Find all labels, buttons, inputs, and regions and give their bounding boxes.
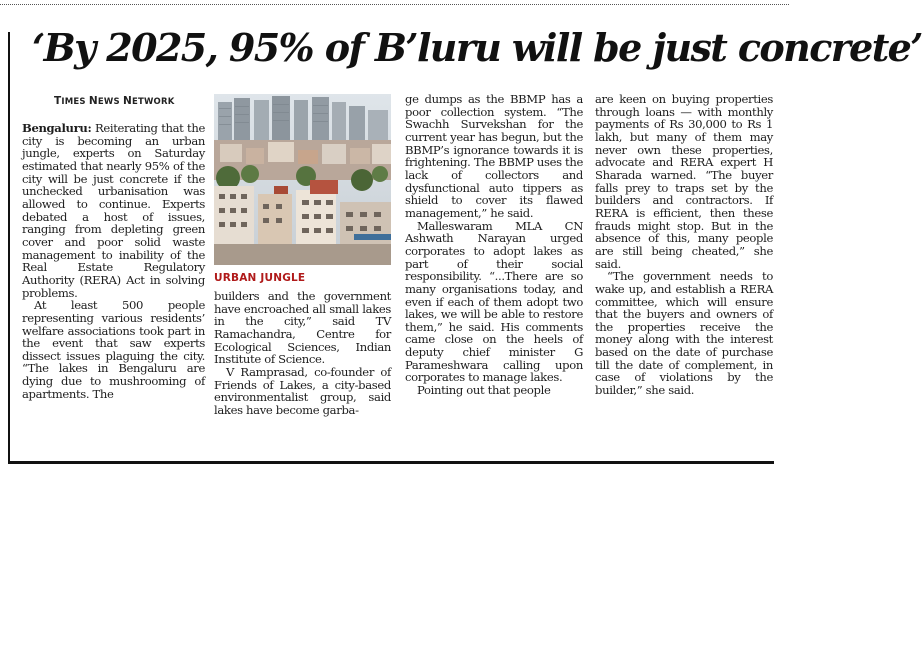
- byline: [54, 95, 175, 107]
- column-3: [405, 93, 583, 397]
- paragraph: “The government needs to wake up, and establish a RERA committee, which will ensure that the buyers and owners of the properties receive the money along with the interest based on the date of purchase till the date of complement, in case of violations by the builder,” she said.: [595, 269, 773, 398]
- paragraph: builders and the government have encroached all small lakes in the city,” said TV Ramachandra, Centre for Ecological Sciences, Indian Institute of Science.: [214, 289, 391, 367]
- paragraph: ge dumps as the BBMP has a poor collection system. “The Swachh Survekshan for the current year has begun, but the BBMP’s ignorance towards it is frightening. The BBMP uses the lack of collectors and dysfunctional auto tippers as shield to cover its flawed management,” he said.: [405, 92, 583, 220]
- column-1: [22, 122, 205, 400]
- cityscape-photo: [214, 94, 391, 265]
- byline-cap-n: N: [122, 95, 132, 107]
- left-column-rule: [8, 32, 10, 464]
- blank-margin: [0, 466, 789, 668]
- byline-part: EWS: [97, 97, 123, 107]
- byline-part: IMES: [61, 97, 89, 107]
- paragraph: V Ramprasad, co-founder of Friends of Lakes, a city-based environmentalist group, said lakes have become garba-: [214, 364, 391, 417]
- byline-part: ETWORK: [131, 97, 175, 107]
- photo-caption: URBAN JUNGLE: [214, 272, 306, 284]
- article-headline: ‘By 2025, 95% of B’luru will be just concrete’: [32, 25, 922, 70]
- bottom-rule: [8, 461, 774, 464]
- paragraph: [22, 122, 205, 299]
- column-4: [595, 93, 773, 397]
- dateline: Bengaluru:: [22, 121, 92, 135]
- column-2: [214, 290, 391, 417]
- paragraph: Pointing out that people: [417, 383, 551, 398]
- byline-cap-t: T: [54, 95, 62, 107]
- paragraph: At least 500 people representing various residents’ welfare associations took part in the event that saw experts dissect issues plaguing the city. “The lakes in Bengaluru are dying due to mushrooming of apartments. The: [22, 298, 205, 401]
- paragraph-text: Reiterating that the city is becoming an urban jungle, experts on Saturday estimated that nearly 95% of the city will be just concrete if the unchecked urbanisation was allowed to continue. Experts debated a host of issues, ranging from depleting green cover and poor solid waste management to inability of the Real Estate Regulatory Authority (RERA) Act in solving problems.: [22, 121, 205, 300]
- byline-cap-n: N: [88, 95, 98, 107]
- clipping-top-edge: [0, 0, 789, 5]
- paragraph: are keen on buying properties through loans — with monthly payments of Rs 30,000 to Rs 1 lakh, but many of them may never own these properties, advocate and RERA expert H Sharada warned. “The buyer falls prey to traps set by the builders and contractors. If RERA is efficient, then these frauds might stop. But in the absence of this, many people are still being cheated,” she said.: [595, 92, 773, 271]
- paragraph: Malleswaram MLA CN Ashwath Narayan urged corporates to adopt lakes as part of their social responsibility. “...There are so many organisations today, and even if each of them adopt two lakes, we will be able to restore them,” he said. His comments came close on the heels of deputy chief minister G Parameshwara calling upon corporates to manage lakes.: [405, 218, 583, 385]
